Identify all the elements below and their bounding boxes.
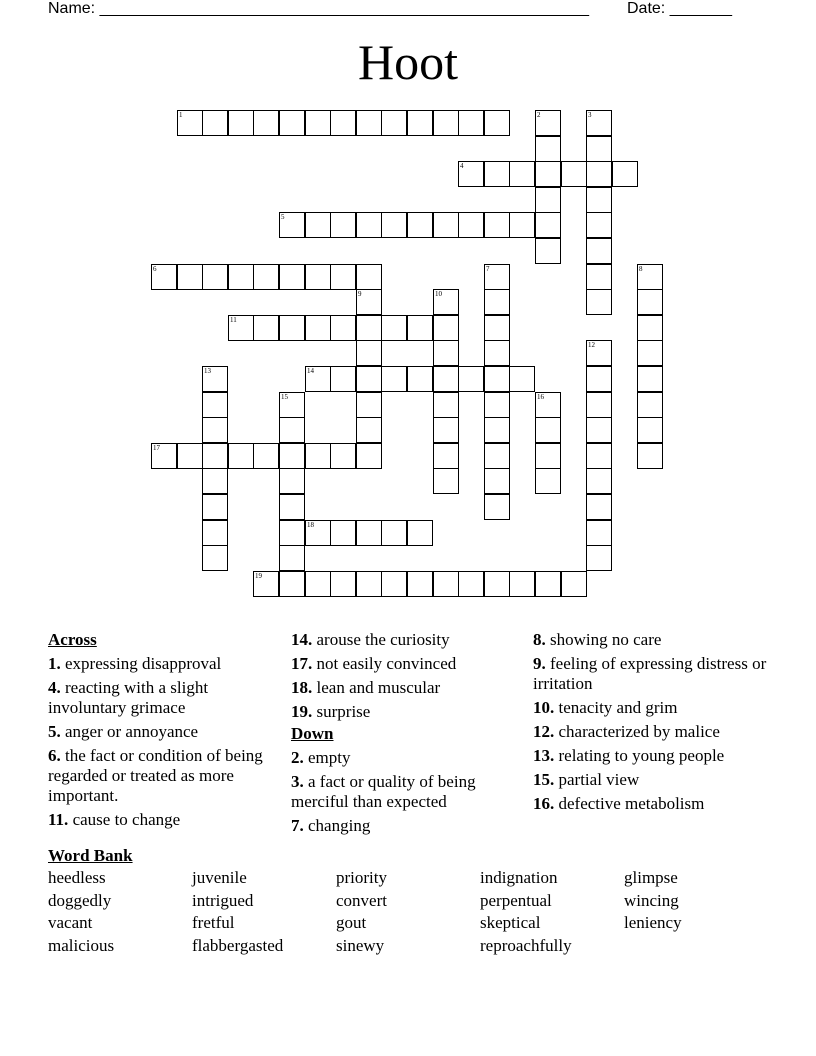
grid-cell[interactable] bbox=[509, 161, 535, 187]
grid-cell[interactable] bbox=[586, 110, 612, 136]
grid-cell[interactable] bbox=[484, 315, 510, 341]
cell-number: 6 bbox=[153, 265, 157, 273]
grid-cell[interactable] bbox=[356, 315, 382, 341]
grid-cell[interactable] bbox=[202, 443, 228, 469]
grid-cell[interactable] bbox=[381, 315, 407, 341]
grid-cell[interactable] bbox=[279, 315, 305, 341]
grid-cell[interactable] bbox=[305, 264, 331, 290]
cell-number: 11 bbox=[230, 316, 237, 324]
grid-cell[interactable] bbox=[305, 110, 331, 136]
grid-cell[interactable] bbox=[356, 264, 382, 290]
cell-number: 10 bbox=[435, 290, 442, 298]
clue-across-17: 17. not easily convinced bbox=[291, 654, 457, 673]
grid-cell[interactable] bbox=[407, 212, 433, 238]
grid-cell[interactable] bbox=[484, 110, 510, 136]
word-bank-item: skeptical bbox=[480, 913, 541, 932]
word-bank-item: sinewy bbox=[336, 935, 385, 955]
word-bank-item: flabbergasted bbox=[192, 935, 284, 955]
cell-number: 12 bbox=[588, 341, 595, 349]
grid-cell[interactable] bbox=[356, 571, 382, 597]
word-bank-item: leniency bbox=[624, 913, 682, 932]
grid-cell[interactable] bbox=[330, 110, 356, 136]
page-title: Hoot bbox=[358, 34, 458, 90]
grid-cell[interactable] bbox=[381, 571, 407, 597]
grid-cell[interactable] bbox=[356, 520, 382, 546]
word-bank-item: glimpse bbox=[624, 868, 678, 887]
grid-cell[interactable] bbox=[484, 392, 510, 418]
grid-cell[interactable] bbox=[535, 136, 561, 162]
cell-number: 8 bbox=[639, 265, 643, 273]
grid-cell[interactable] bbox=[279, 545, 305, 571]
grid-cell[interactable] bbox=[177, 110, 203, 136]
name-field[interactable]: Name: _______________________________________________________ bbox=[48, 0, 589, 17]
clue-down-9: 9. feeling of expressing distress or irritation bbox=[533, 654, 767, 693]
clues-column-2 bbox=[291, 630, 527, 840]
grid-cell[interactable] bbox=[535, 187, 561, 213]
grid-cell[interactable] bbox=[253, 443, 279, 469]
grid-cell[interactable] bbox=[151, 443, 177, 469]
grid-cell[interactable] bbox=[535, 468, 561, 494]
grid-cell[interactable] bbox=[433, 443, 459, 469]
grid-cell[interactable] bbox=[637, 315, 663, 341]
grid-cell[interactable] bbox=[330, 571, 356, 597]
grid-cell[interactable] bbox=[433, 212, 459, 238]
grid-cell[interactable] bbox=[356, 417, 382, 443]
grid-cell[interactable] bbox=[509, 366, 535, 392]
grid-cell[interactable] bbox=[586, 264, 612, 290]
grid-cell[interactable] bbox=[202, 520, 228, 546]
grid-cell[interactable] bbox=[586, 443, 612, 469]
grid-cell[interactable] bbox=[433, 289, 459, 315]
grid-cell[interactable] bbox=[484, 366, 510, 392]
clue-down-7: 7. changing bbox=[291, 816, 371, 835]
clue-across-5: 5. anger or annoyance bbox=[48, 722, 199, 741]
word-bank bbox=[48, 846, 768, 956]
grid-cell[interactable] bbox=[202, 545, 228, 571]
grid-cell[interactable] bbox=[535, 212, 561, 238]
grid-cell[interactable] bbox=[637, 289, 663, 315]
cell-number: 13 bbox=[204, 367, 211, 375]
grid-cell[interactable] bbox=[535, 392, 561, 418]
grid-cell[interactable] bbox=[484, 212, 510, 238]
grid-cell[interactable] bbox=[407, 110, 433, 136]
down-heading: Down bbox=[291, 724, 334, 743]
word-bank-item: doggedly bbox=[48, 890, 112, 910]
clue-across-4: 4. reacting with a slight involuntary grimace bbox=[48, 678, 209, 717]
clue-down-3: 3. a fact or quality of being merciful than expected bbox=[291, 772, 476, 811]
grid-cell[interactable] bbox=[356, 392, 382, 418]
cell-number: 3 bbox=[588, 111, 592, 119]
grid-cell[interactable] bbox=[637, 340, 663, 366]
clues-column-3 bbox=[533, 630, 769, 818]
header bbox=[48, 0, 748, 20]
grid-cell[interactable] bbox=[586, 366, 612, 392]
grid-cell[interactable] bbox=[484, 571, 510, 597]
grid-cell[interactable] bbox=[561, 571, 587, 597]
word-bank-item: indignation bbox=[480, 868, 558, 887]
grid-cell[interactable] bbox=[202, 392, 228, 418]
cell-number: 18 bbox=[307, 521, 314, 529]
grid-cell[interactable] bbox=[356, 110, 382, 136]
cell-number: 17 bbox=[153, 444, 160, 452]
grid-cell[interactable] bbox=[484, 417, 510, 443]
word-bank-item: juvenile bbox=[192, 868, 247, 887]
grid-cell[interactable] bbox=[586, 468, 612, 494]
word-bank-item: intrigued bbox=[192, 890, 254, 910]
grid-cell[interactable] bbox=[433, 366, 459, 392]
grid-cell[interactable] bbox=[279, 571, 305, 597]
grid-cell[interactable] bbox=[407, 366, 433, 392]
grid-cell[interactable] bbox=[177, 264, 203, 290]
grid-cell[interactable] bbox=[381, 520, 407, 546]
clue-across-19: 19. surprise bbox=[291, 702, 371, 721]
cell-number: 5 bbox=[281, 213, 285, 221]
grid-cell[interactable] bbox=[279, 417, 305, 443]
grid-cell[interactable] bbox=[637, 443, 663, 469]
grid-cell[interactable] bbox=[586, 238, 612, 264]
grid-cell[interactable] bbox=[433, 571, 459, 597]
grid-cell[interactable] bbox=[586, 161, 612, 187]
grid-cell[interactable] bbox=[561, 161, 587, 187]
grid-cell[interactable] bbox=[228, 110, 254, 136]
grid-cell[interactable] bbox=[637, 264, 663, 290]
clues-column-1 bbox=[48, 630, 280, 834]
date-field[interactable]: Date: _______ bbox=[627, 0, 732, 17]
grid-cell[interactable] bbox=[637, 366, 663, 392]
cell-number: 16 bbox=[537, 393, 544, 401]
word-bank-item: wincing bbox=[624, 890, 679, 910]
grid-cell[interactable] bbox=[228, 315, 254, 341]
grid-cell[interactable] bbox=[202, 417, 228, 443]
grid-cell[interactable] bbox=[535, 571, 561, 597]
grid-cell[interactable] bbox=[433, 392, 459, 418]
grid-cell[interactable] bbox=[253, 315, 279, 341]
grid-cell[interactable] bbox=[330, 443, 356, 469]
grid-cell[interactable] bbox=[330, 212, 356, 238]
grid-cell[interactable] bbox=[509, 571, 535, 597]
grid-cell[interactable] bbox=[458, 212, 484, 238]
cell-number: 9 bbox=[358, 290, 362, 298]
clue-down-13: 13. relating to young people bbox=[533, 746, 725, 765]
clue-across-14: 14. arouse the curiosity bbox=[291, 630, 450, 649]
grid-cell[interactable] bbox=[458, 110, 484, 136]
grid-cell[interactable] bbox=[279, 212, 305, 238]
clue-down-12: 12. characterized by malice bbox=[533, 722, 720, 741]
grid-cell[interactable] bbox=[586, 212, 612, 238]
clue-down-10: 10. tenacity and grim bbox=[533, 698, 678, 717]
grid-cell[interactable] bbox=[356, 366, 382, 392]
word-bank-item: perpentual bbox=[480, 890, 552, 910]
grid-cell[interactable] bbox=[279, 392, 305, 418]
grid-cell[interactable] bbox=[586, 392, 612, 418]
grid-cell[interactable] bbox=[407, 571, 433, 597]
grid-cell[interactable] bbox=[484, 494, 510, 520]
grid-cell[interactable] bbox=[586, 289, 612, 315]
grid-cell[interactable] bbox=[202, 366, 228, 392]
clue-down-15: 15. partial view bbox=[533, 770, 640, 789]
grid-cell[interactable] bbox=[637, 392, 663, 418]
grid-cell[interactable] bbox=[228, 443, 254, 469]
grid-cell[interactable] bbox=[202, 110, 228, 136]
cell-number: 7 bbox=[486, 265, 490, 273]
clue-across-1: 1. expressing disapproval bbox=[48, 654, 222, 673]
grid-cell[interactable] bbox=[151, 264, 177, 290]
grid-cell[interactable] bbox=[586, 545, 612, 571]
grid-cell[interactable] bbox=[330, 315, 356, 341]
grid-cell[interactable] bbox=[356, 443, 382, 469]
grid-cell[interactable] bbox=[330, 366, 356, 392]
word-bank-item: priority bbox=[336, 868, 387, 887]
clue-across-11: 11. cause to change bbox=[48, 810, 181, 829]
grid-cell[interactable] bbox=[484, 161, 510, 187]
across-heading: Across bbox=[48, 630, 97, 649]
grid-cell[interactable] bbox=[586, 494, 612, 520]
grid-cell[interactable] bbox=[356, 212, 382, 238]
grid-cell[interactable] bbox=[433, 315, 459, 341]
grid-cell[interactable] bbox=[484, 468, 510, 494]
grid-cell[interactable] bbox=[356, 289, 382, 315]
grid-cell[interactable] bbox=[535, 110, 561, 136]
grid-cell[interactable] bbox=[586, 520, 612, 546]
grid-cell[interactable] bbox=[253, 571, 279, 597]
cell-number: 4 bbox=[460, 162, 464, 170]
grid-cell[interactable] bbox=[458, 161, 484, 187]
grid-cell[interactable] bbox=[228, 264, 254, 290]
grid-cell[interactable] bbox=[305, 571, 331, 597]
grid-cell[interactable] bbox=[586, 340, 612, 366]
grid-cell[interactable] bbox=[305, 520, 331, 546]
clue-down-8: 8. showing no care bbox=[533, 630, 662, 649]
word-bank-item: gout bbox=[336, 913, 367, 932]
word-bank-item: vacant bbox=[48, 913, 93, 932]
grid-cell[interactable] bbox=[253, 264, 279, 290]
clue-across-6: 6. the fact or condition of being regarded or treated as more important. bbox=[48, 746, 263, 805]
grid-cell[interactable] bbox=[381, 366, 407, 392]
grid-cell[interactable] bbox=[330, 520, 356, 546]
grid-cell[interactable] bbox=[535, 238, 561, 264]
word-bank-item: fretful bbox=[192, 913, 235, 932]
grid-cell[interactable] bbox=[484, 340, 510, 366]
grid-cell[interactable] bbox=[305, 443, 331, 469]
clue-down-16: 16. defective metabolism bbox=[533, 794, 705, 813]
grid-cell[interactable] bbox=[202, 468, 228, 494]
grid-cell[interactable] bbox=[637, 417, 663, 443]
word-bank-item: heedless bbox=[48, 868, 106, 887]
cell-number: 19 bbox=[255, 572, 262, 580]
cell-number: 15 bbox=[281, 393, 288, 401]
word-bank-item: malicious bbox=[48, 935, 115, 955]
grid-cell[interactable] bbox=[535, 161, 561, 187]
clue-down-2: 2. empty bbox=[291, 748, 351, 767]
grid-cell[interactable] bbox=[586, 136, 612, 162]
grid-cell[interactable] bbox=[484, 264, 510, 290]
grid-cell[interactable] bbox=[433, 340, 459, 366]
grid-cell[interactable] bbox=[484, 289, 510, 315]
grid-cell[interactable] bbox=[433, 417, 459, 443]
grid-cell[interactable] bbox=[202, 264, 228, 290]
grid-cell[interactable] bbox=[612, 161, 638, 187]
grid-cell[interactable] bbox=[458, 366, 484, 392]
grid-cell[interactable] bbox=[253, 110, 279, 136]
grid-cell[interactable] bbox=[433, 110, 459, 136]
grid-cell[interactable] bbox=[305, 315, 331, 341]
clue-across-18: 18. lean and muscular bbox=[291, 678, 441, 697]
grid-cell[interactable] bbox=[279, 110, 305, 136]
cell-number: 2 bbox=[537, 111, 541, 119]
grid-cell[interactable] bbox=[279, 468, 305, 494]
grid-cell[interactable] bbox=[330, 264, 356, 290]
grid-cell[interactable] bbox=[509, 212, 535, 238]
grid-cell[interactable] bbox=[484, 443, 510, 469]
cell-number: 14 bbox=[307, 367, 314, 375]
grid-cell[interactable] bbox=[381, 212, 407, 238]
grid-cell[interactable] bbox=[305, 212, 331, 238]
grid-cell[interactable] bbox=[433, 468, 459, 494]
grid-cell[interactable] bbox=[535, 443, 561, 469]
grid-cell[interactable] bbox=[407, 520, 433, 546]
grid-cell[interactable] bbox=[202, 494, 228, 520]
grid-cell[interactable] bbox=[279, 494, 305, 520]
word-bank-heading: Word Bank bbox=[48, 846, 133, 865]
word-bank-item: reproachfully bbox=[480, 935, 572, 955]
grid-cell[interactable] bbox=[177, 443, 203, 469]
grid-cell[interactable] bbox=[279, 520, 305, 546]
grid-cell[interactable] bbox=[458, 571, 484, 597]
grid-cell[interactable] bbox=[279, 264, 305, 290]
grid-cell[interactable] bbox=[535, 417, 561, 443]
grid-cell[interactable] bbox=[356, 340, 382, 366]
grid-cell[interactable] bbox=[586, 187, 612, 213]
grid-cell[interactable] bbox=[407, 315, 433, 341]
grid-cell[interactable] bbox=[381, 110, 407, 136]
word-bank-list bbox=[48, 868, 768, 956]
grid-cell[interactable] bbox=[586, 417, 612, 443]
word-bank-item: convert bbox=[336, 890, 387, 910]
grid-cell[interactable] bbox=[305, 366, 331, 392]
cell-number: 1 bbox=[179, 111, 183, 119]
grid-cell[interactable] bbox=[279, 443, 305, 469]
